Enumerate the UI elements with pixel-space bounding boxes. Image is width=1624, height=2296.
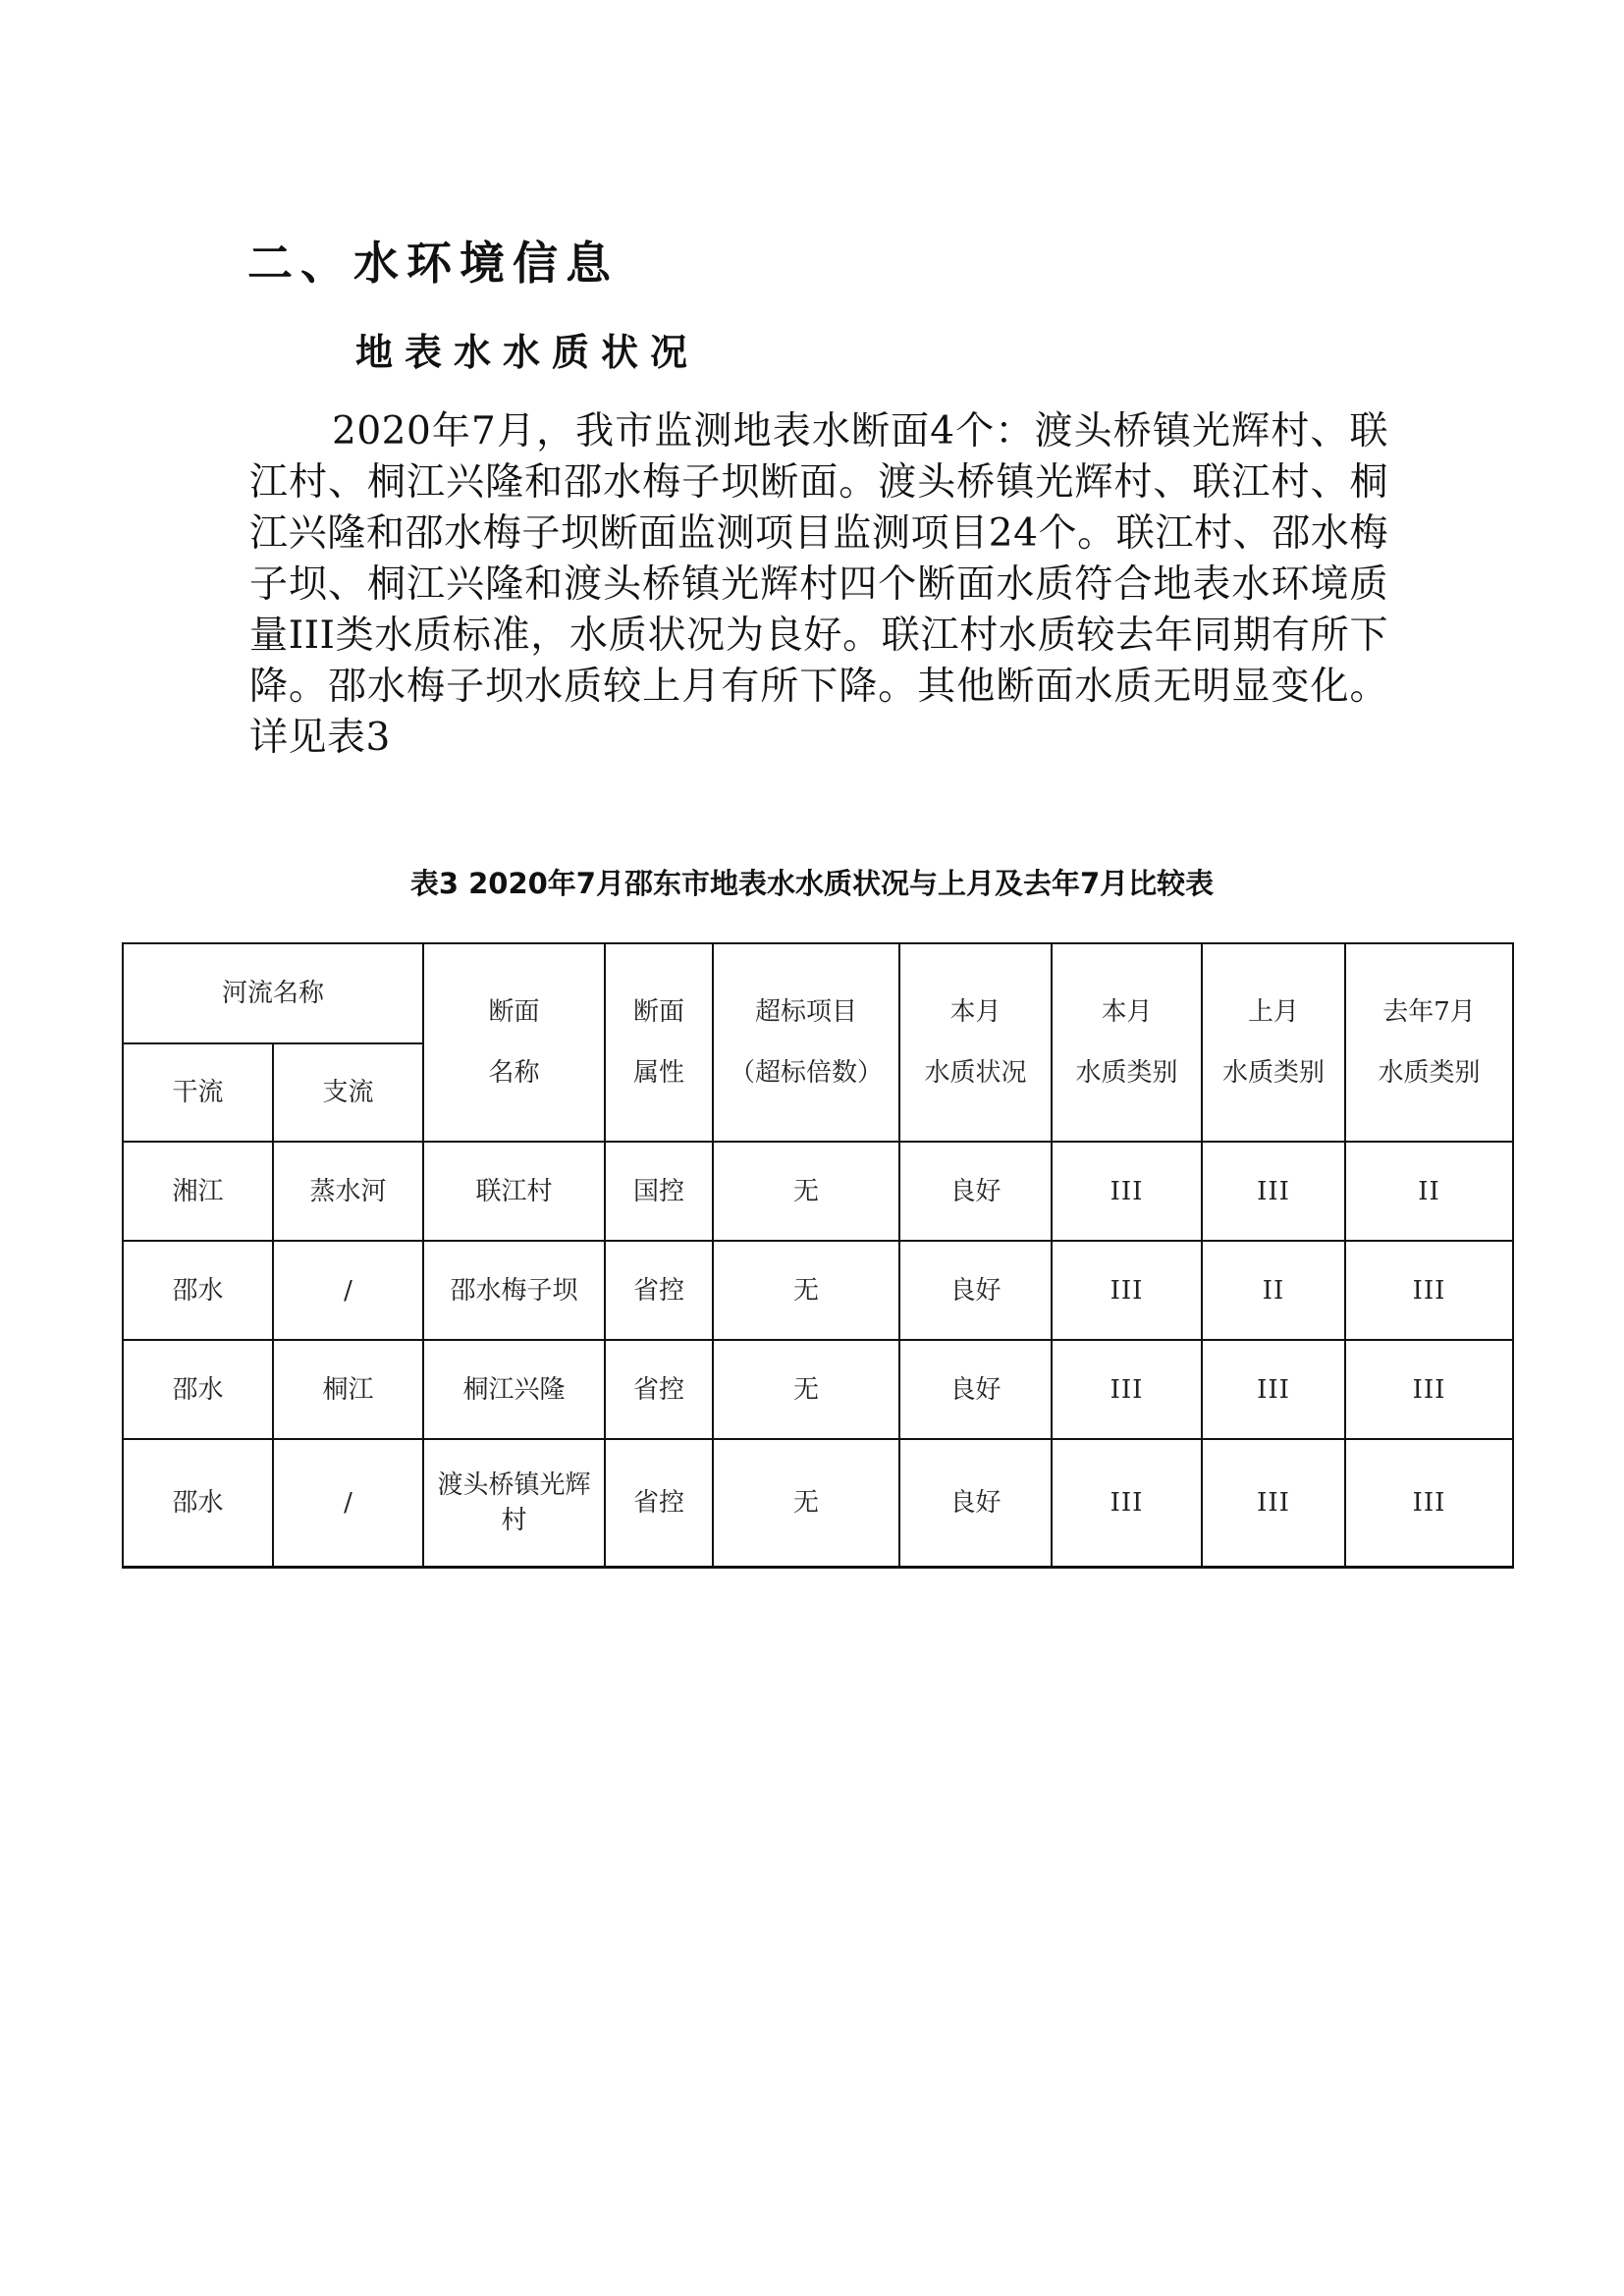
cell-last-month-class: III <box>1202 1142 1345 1241</box>
cell-last-year-class: III <box>1345 1340 1513 1439</box>
header-this-month-class-line2: 水质类别 <box>1075 1058 1178 1088</box>
cell-main-stream: 邵水 <box>123 1241 273 1340</box>
header-last-year-class-line2: 水质类别 <box>1378 1058 1481 1088</box>
header-river-name: 河流名称 <box>123 943 423 1043</box>
cell-main-stream: 邵水 <box>123 1439 273 1568</box>
header-this-month-class-line1: 本月 <box>1101 997 1153 1027</box>
cell-last-month-class: III <box>1202 1439 1345 1568</box>
cell-section-name-text: 渡头桥镇光辉村 <box>437 1470 591 1535</box>
cell-tributary: / <box>273 1241 423 1340</box>
cell-section-attr: 省控 <box>605 1241 713 1340</box>
header-tributary: 支流 <box>273 1043 423 1142</box>
header-exceed-items-line1: 超标项目 <box>755 997 858 1027</box>
cell-tributary: 桐江 <box>273 1340 423 1439</box>
cell-last-month-class: III <box>1202 1340 1345 1439</box>
header-main-stream: 干流 <box>123 1043 273 1142</box>
cell-last-year-class: III <box>1345 1439 1513 1568</box>
header-section-attr-line2: 属性 <box>633 1058 685 1088</box>
header-this-month-status-line2: 水质状况 <box>924 1058 1027 1088</box>
cell-last-year-class: III <box>1345 1241 1513 1340</box>
header-last-month-class <box>1202 943 1345 1142</box>
cell-main-stream: 邵水 <box>123 1340 273 1439</box>
cell-section-name: 邵水梅子坝 <box>423 1241 605 1340</box>
header-last-month-class-line1: 上月 <box>1248 997 1300 1027</box>
cell-last-year-class: II <box>1345 1142 1513 1241</box>
cell-tributary: / <box>273 1439 423 1568</box>
cell-exceed: 无 <box>713 1340 899 1439</box>
cell-section-name: 桐江兴隆 <box>423 1340 605 1439</box>
header-section-name-line1: 断面 <box>488 997 540 1027</box>
header-last-year-class-line1: 去年7月 <box>1382 997 1476 1027</box>
header-section-name <box>423 943 605 1142</box>
sub-heading: 地表水水质状况 <box>355 330 700 374</box>
cell-this-month-class: III <box>1052 1241 1202 1340</box>
header-exceed-items <box>713 943 899 1142</box>
water-quality-table <box>122 942 1514 1569</box>
cell-exceed: 无 <box>713 1439 899 1568</box>
cell-exceed: 无 <box>713 1142 899 1241</box>
cell-section-attr: 省控 <box>605 1340 713 1439</box>
cell-section-attr: 国控 <box>605 1142 713 1241</box>
cell-section-attr: 省控 <box>605 1439 713 1568</box>
table-row <box>123 1142 1513 1241</box>
cell-section-name: 联江村 <box>423 1142 605 1241</box>
cell-last-month-class: II <box>1202 1241 1345 1340</box>
header-this-month-status-line1: 本月 <box>949 997 1001 1027</box>
table-row <box>123 1340 1513 1439</box>
cell-status: 良好 <box>899 1340 1052 1439</box>
cell-this-month-class: III <box>1052 1340 1202 1439</box>
header-this-month-status <box>899 943 1052 1142</box>
cell-main-stream: 湘江 <box>123 1142 273 1241</box>
table-header-row <box>123 943 1513 1043</box>
cell-status: 良好 <box>899 1142 1052 1241</box>
cell-section-name <box>423 1439 605 1568</box>
header-section-attr <box>605 943 713 1142</box>
cell-exceed: 无 <box>713 1241 899 1340</box>
header-this-month-class <box>1052 943 1202 1142</box>
section-heading: 二、水环境信息 <box>247 237 619 290</box>
cell-status: 良好 <box>899 1439 1052 1568</box>
cell-this-month-class: III <box>1052 1439 1202 1568</box>
header-section-attr-line1: 断面 <box>633 997 685 1027</box>
header-last-month-class-line2: 水质类别 <box>1222 1058 1326 1088</box>
body-paragraph: 2020年7月，我市监测地表水断面4个：渡头桥镇光辉村、联江村、桐江兴隆和邵水梅子坝断面。渡头桥镇光辉村、联江村、桐江兴隆和邵水梅子坝断面监测项目监测项目24个。联江村、邵水梅子坝、桐江兴隆和渡头桥镇光辉村四个断面水质符合地表水环境质量III类水质标准，水质状况为良好。联江村水质较去年同期有所下降。邵水梅子坝水质较上月有所下降。其他断面水质无明显变化。详见表3 <box>249 409 1388 760</box>
header-exceed-items-line2: （超标倍数） <box>730 1058 884 1088</box>
header-last-year-class <box>1345 943 1513 1142</box>
table-caption: 表3 2020年7月邵东市地表水水质状况与上月及去年7月比较表 <box>409 867 1215 900</box>
cell-status: 良好 <box>899 1241 1052 1340</box>
table-row <box>123 1439 1513 1568</box>
cell-tributary: 蒸水河 <box>273 1142 423 1241</box>
header-section-name-line2: 名称 <box>488 1058 540 1088</box>
table-row <box>123 1241 1513 1340</box>
cell-this-month-class: III <box>1052 1142 1202 1241</box>
